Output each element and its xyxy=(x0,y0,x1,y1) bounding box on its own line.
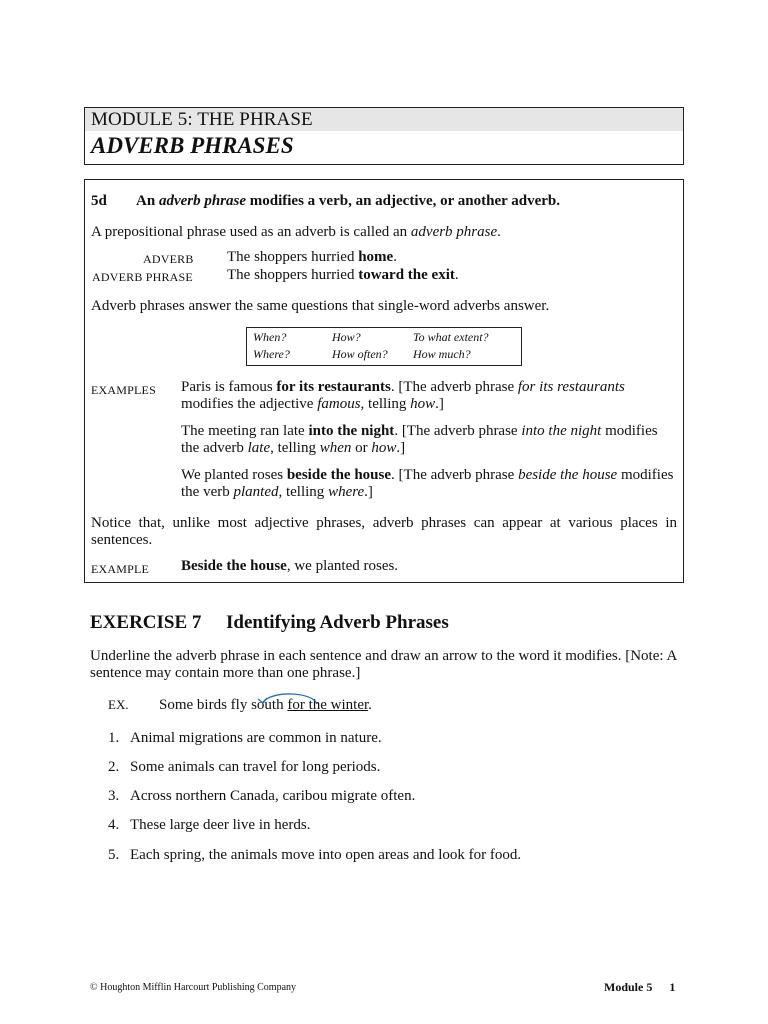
example-last: Beside the house, we planted roses. xyxy=(181,558,399,574)
adverb-example: The shoppers hurried home. xyxy=(227,249,397,265)
example-2: The meeting ran late into the night. [The adverb phrase into the night modifies the adverb late, telling when or how.] xyxy=(181,423,658,456)
footer-module: Module 5 xyxy=(604,980,653,994)
module-title: MODULE 5: THE PHRASE xyxy=(85,108,683,131)
questions-table xyxy=(246,327,522,366)
adverb-phrase-label: ADVERB PHRASE xyxy=(92,270,193,284)
example-label: EXAMPLE xyxy=(91,562,150,576)
rule-statement: An adverb phrase modifies a verb, an adjective, or another adverb. xyxy=(136,193,561,209)
question-how-much: How much? xyxy=(413,347,471,361)
adverb-phrase-example: The shoppers hurried toward the exit. xyxy=(227,267,459,283)
adverb-label: ADVERB xyxy=(143,252,194,266)
module-header xyxy=(84,107,684,165)
rule-box xyxy=(84,179,684,583)
exercise-directions: Underline the adverb phrase in each sentence and draw an arrow to the word it modifies. [Note: A sentence may contain more than one phrase.] xyxy=(90,648,677,681)
notice-paragraph: Notice that, unlike most adjective phrases, adverb phrases can appear at various places in sentences. xyxy=(91,515,677,548)
modifier-arrow-icon xyxy=(255,690,325,710)
footer-page-number: 1 xyxy=(669,980,676,994)
question-how: How? xyxy=(332,330,361,344)
lesson-title: ADVERB PHRASES xyxy=(91,133,294,158)
footer-page-info xyxy=(604,980,675,995)
ex-label: EX. xyxy=(108,697,129,712)
question-how-often: How often? xyxy=(332,347,388,361)
ex-underlined-phrase: for the winter xyxy=(287,697,369,713)
ex-sentence: Some birds fly south for the winter. xyxy=(159,697,372,713)
footer-copyright: © Houghton Mifflin Harcourt Publishing Company xyxy=(90,982,297,993)
question-to-what-extent: To what extent? xyxy=(413,330,489,344)
rule-number: 5d xyxy=(91,193,107,209)
rule-intro: A prepositional phrase used as an adverb is called an adverb phrase. xyxy=(91,224,501,240)
exercise-number: EXERCISE 7 xyxy=(90,612,202,633)
exercise-title: Identifying Adverb Phrases xyxy=(226,612,449,633)
question-when: When? xyxy=(253,330,287,344)
question-where: Where? xyxy=(253,347,290,361)
example-1: Paris is famous for its restaurants. [The adverb phrase for its restaurants modifies the adjective famous, telling how.] xyxy=(181,379,625,412)
questions-intro: Adverb phrases answer the same questions that single-word adverbs answer. xyxy=(91,298,550,314)
examples-label: EXAMPLES xyxy=(91,383,156,397)
example-3: We planted roses beside the house. [The adverb phrase beside the house modifies the verb planted, telling where.] xyxy=(181,467,674,500)
